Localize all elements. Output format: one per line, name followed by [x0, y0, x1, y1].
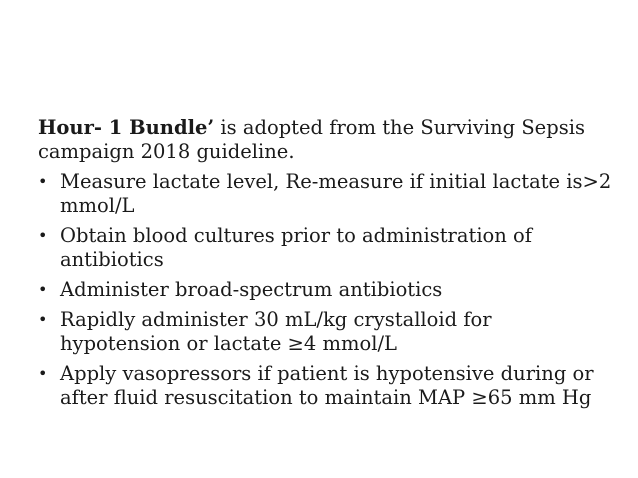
list-item-text: Obtain blood cultures prior to administration of antibiotics: [60, 224, 533, 271]
intro-paragraph: [38, 116, 618, 164]
intro-text: is adopted from the Surviving Sepsis campaign 2018 guideline.: [38, 116, 585, 163]
intro-bold-text: Hour- 1 Bundle’: [38, 116, 215, 139]
bullet-icon: •: [38, 364, 48, 383]
list-item-text: Apply vasopressors if patient is hypotensive during or after fluid resuscitation to maintain MAP ≥65 mm Hg: [60, 362, 594, 409]
bullet-icon: •: [38, 226, 48, 245]
list-item: [38, 170, 618, 218]
list-item-text: Measure lactate level, Re-measure if initial lactate is>2 mmol/L: [60, 170, 612, 217]
slide-content: [38, 116, 618, 416]
bullet-icon: •: [38, 280, 48, 299]
bullet-icon: •: [38, 310, 48, 329]
list-item: [38, 278, 618, 302]
bullet-icon: •: [38, 172, 48, 191]
list-item: [38, 362, 618, 410]
list-item-text: Administer broad-spectrum antibiotics: [60, 278, 443, 301]
list-item: [38, 308, 618, 356]
list-item: [38, 224, 618, 272]
list-item-text: Rapidly administer 30 mL/kg crystalloid for hypotension or lactate ≥4 mmol/L: [60, 308, 492, 355]
bullet-list: [38, 170, 618, 410]
